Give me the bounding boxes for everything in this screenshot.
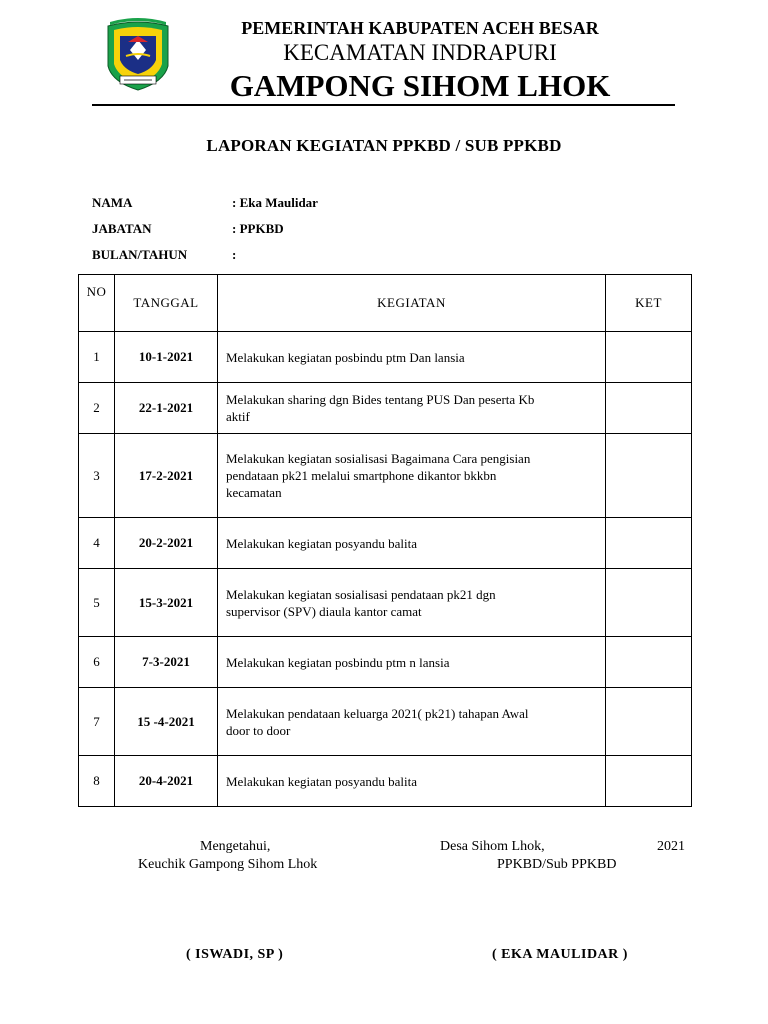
table-row [79,756,692,807]
row-ket [606,569,692,637]
info-value-nama: : Eka Maulidar [232,195,318,210]
info-label-bulan-tahun: BULAN/TAHUN [92,247,188,262]
row-date: 20-4-2021 [115,756,218,807]
activity-line: supervisor (SPV) diaula kantor camat [226,603,422,619]
header-tanggal: TANGGAL [115,275,218,332]
row-activity [218,434,606,518]
header-line-village: GAMPONG SIHOM LHOK [229,68,611,103]
row-activity [218,569,606,637]
row-no: 2 [79,383,115,434]
row-activity [218,637,606,688]
row-date: 15 -4-2021 [115,688,218,756]
row-activity [218,688,606,756]
row-activity [218,518,606,569]
activity-line: Melakukan kegiatan posbindu ptm n lansia [226,654,450,670]
row-date: 17-2-2021 [115,434,218,518]
activity-line: kecamatan [226,485,282,500]
row-ket [606,518,692,569]
row-ket [606,332,692,383]
row-no: 3 [79,434,115,518]
table-row [79,518,692,569]
info-value-bulan-tahun: : [232,247,237,262]
row-no: 7 [79,688,115,756]
signature-ppkbd-title: PPKBD/Sub PPKBD [497,857,617,872]
activity-table [78,274,692,807]
table-row [79,569,692,637]
row-no: 8 [79,756,115,807]
signature-name-keuchik: ( ISWADI, SP ) [186,947,284,962]
info-label-nama: NAMA [92,195,133,210]
activity-line: Melakukan sharing dgn Bides tentang PUS Dan peserta Kb [226,392,535,407]
activity-line: Melakukan pendataan keluarga 2021( pk21) tahapan Awal [226,705,529,721]
activity-line: door to door [226,722,291,738]
header-line-district: KECAMATAN INDRAPURI [283,40,557,65]
row-ket [606,756,692,807]
row-activity [218,383,606,434]
row-no: 5 [79,569,115,637]
table-row [79,688,692,756]
header-no: NO [79,275,115,332]
header-ket: KET [606,275,692,332]
activity-line: Melakukan kegiatan sosialisasi pendataan pk21 dgn [226,586,496,602]
signature-year: 2021 [657,839,685,854]
row-activity [218,756,606,807]
table-row [79,332,692,383]
header-kegiatan: KEGIATAN [218,275,606,332]
row-date: 10-1-2021 [115,332,218,383]
activity-line: Melakukan kegiatan sosialisasi Bagaimana Cara pengisian [226,451,531,466]
activity-line: Melakukan kegiatan posbindu ptm Dan lansia [226,349,465,365]
row-ket [606,434,692,518]
header-divider [92,104,675,106]
signature-acknowledged-label: Mengetahui, [200,839,271,854]
signature-place: Desa Sihom Lhok, [440,839,545,854]
row-no: 6 [79,637,115,688]
activity-line: Melakukan kegiatan posyandu balita [226,773,417,789]
table-row [79,383,692,434]
table-row [79,637,692,688]
signature-keuchik-title: Keuchik Gampong Sihom Lhok [138,857,318,872]
row-ket [606,383,692,434]
row-no: 4 [79,518,115,569]
info-value-jabatan: : PPKBD [232,221,284,236]
row-no: 1 [79,332,115,383]
header-line-regency: PEMERINTAH KABUPATEN ACEH BESAR [241,18,599,38]
row-date: 15-3-2021 [115,569,218,637]
signature-name-ppkbd: ( EKA MAULIDAR ) [492,947,628,962]
row-date: 22-1-2021 [115,383,218,434]
table-row [79,434,692,518]
table-header-row [79,275,692,332]
report-title: LAPORAN KEGIATAN PPKBD / SUB PPKBD [206,136,562,155]
activity-line: Melakukan kegiatan posyandu balita [226,535,417,551]
row-ket [606,688,692,756]
activity-line: pendataan pk21 melalui smartphone dikantor bkkbn [226,468,497,483]
info-label-jabatan: JABATAN [92,221,152,236]
row-activity [218,332,606,383]
activity-line: aktif [226,409,250,424]
row-date: 7-3-2021 [115,637,218,688]
row-date: 20-2-2021 [115,518,218,569]
row-ket [606,637,692,688]
